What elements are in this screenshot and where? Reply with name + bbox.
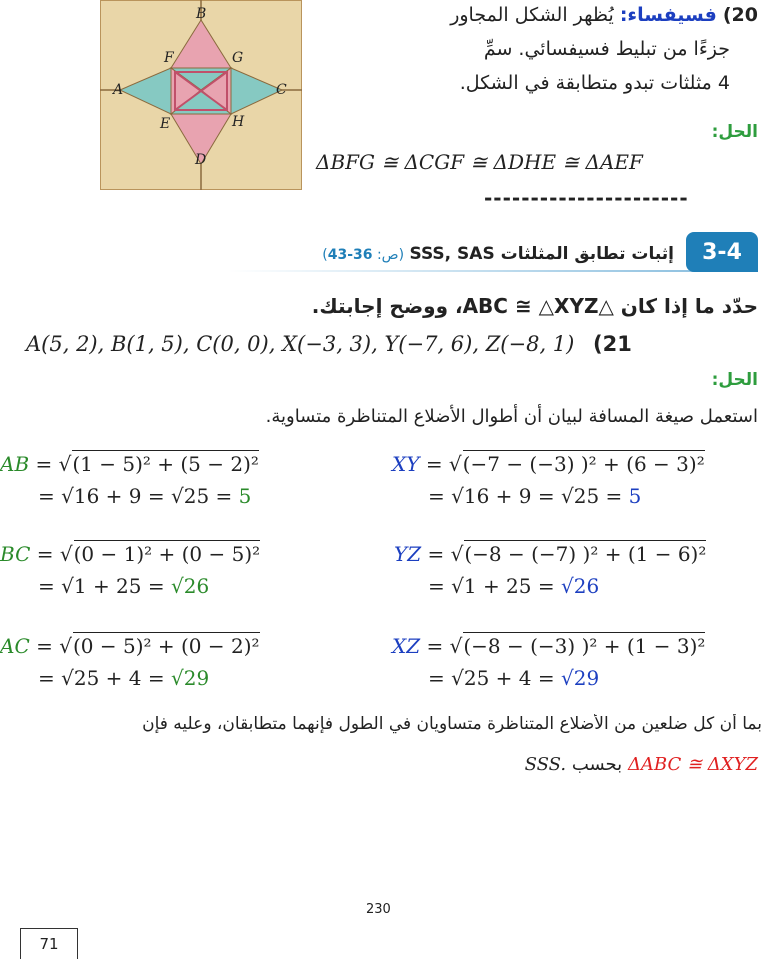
bc-lhs: BC [0,542,31,566]
ac-value: √29 [170,666,210,690]
calc-ab-step [38,484,251,508]
xz-radicand: (−8 − (−3) )² + (1 − 3)² [463,634,706,658]
problem20-text1: يُظهر الشكل المجاور [450,4,614,26]
ac-step: = √25 + 4 = [38,666,165,690]
xz-step: = √25 + 4 = [428,666,555,690]
xy-lhs: XY [392,452,420,476]
calc-xz [392,632,705,658]
ac-radicand: (0 − 5)² + (0 − 2)² [72,634,260,658]
label-g: G [232,50,244,66]
problem21-method: استعمل صيغة المسافة لبيان أن أطوال الأضلاع المتناظرة متساوية. [265,406,758,427]
section-badge [686,232,758,272]
ab-lhs: AB [0,452,30,476]
conclusion-congruence: ΔABC ≅ ΔXYZ [627,754,758,775]
problem20-answer: ΔBFG ≅ ΔCGF ≅ ΔDHE ≅ ΔAEF [316,150,643,174]
problem21-solution-label: الحل: [711,370,758,390]
section-pages-range: 36-43 [327,247,373,263]
section-pages-suffix: ) [322,247,328,263]
conclusion-sss: SSS. [524,754,567,775]
label-a: A [113,82,124,98]
section-title-line [322,244,674,264]
yz-lhs: YZ [394,542,422,566]
problem20-number: 20) [722,4,758,26]
calc-xy [392,450,705,476]
section-pages-prefix: (ص: [376,247,405,263]
footer-page-number: 230 [366,902,391,917]
label-c: C [276,82,287,98]
problem20-solution-label: الحل: [711,122,758,142]
problem21-number: (21 [593,332,632,356]
yz-step: = √1 + 25 = [428,574,555,598]
ab-step: = √16 + 9 = √25 = [38,484,233,508]
problem20-dashes: ---------------------- [484,186,689,210]
problem20-line1 [450,4,758,26]
section-underline [228,270,698,272]
problem21-points: A(5, 2), B(1, 5), C(0, 0), X(−3, 3), Y(−7, 6), Z(−8, 1) [26,332,575,356]
calc-ac-step [38,666,209,690]
ab-value: 5 [238,484,252,508]
calc-xz-step [428,666,599,690]
calc-ac [0,632,260,658]
conclusion-by: بحسب [571,754,623,775]
ac-lhs: AC [0,634,30,658]
xy-eq: = √ [425,452,462,476]
xz-eq: = √ [426,634,463,658]
problem21-points-line [26,332,632,356]
ab-radicand: (1 − 5)² + (5 − 2)² [72,452,259,476]
label-b: B [196,6,207,22]
problem21-instruction: حدّد ما إذا كان △ABC ≅ △XYZ، ووضح إجابتك. [311,294,758,318]
label-d: D [195,152,207,168]
calc-bc-step [38,574,209,598]
calc-bc [0,540,260,566]
ac-eq: = √ [36,634,72,658]
bc-eq: = √ [36,542,73,566]
xz-value: √29 [560,666,600,690]
mosaic-figure [100,0,302,190]
bc-step: = √1 + 25 = [38,574,165,598]
label-e: E [160,116,171,132]
label-h: H [232,114,245,130]
ab-eq: = √ [35,452,72,476]
yz-eq: = √ [427,542,464,566]
yz-value: √26 [560,574,600,598]
xy-step: = √16 + 9 = √25 = [428,484,623,508]
section-pages [322,247,404,263]
xy-value: 5 [628,484,642,508]
section-title: إثبات تطابق المثلثات SSS, SAS [409,244,674,264]
problem20-keyword: فسيفساء: [619,4,717,26]
bc-radicand: (0 − 1)² + (0 − 5)² [73,542,261,566]
footer-page-box-text: 71 [39,935,59,953]
footer-page-box [20,928,78,959]
yz-radicand: (−8 − (−7) )² + (1 − 6)² [464,542,707,566]
calc-yz-step [428,574,599,598]
conclusion-line1: بما أن كل ضلعين من الأضلاع المتناظرة متساويان في الطول فإنهما متطابقان، وعليه فإن [142,714,762,734]
xz-lhs: XZ [392,634,421,658]
xy-radicand: (−7 − (−3) )² + (6 − 3)² [462,452,705,476]
conclusion-line2 [525,754,758,775]
problem20-line2: جزءًا من تبليط فسيفسائي. سمِّ [483,38,730,60]
calc-xy-step [428,484,641,508]
bc-value: √26 [170,574,210,598]
problem20-line3: 4 مثلثات تبدو متطابقة في الشكل. [459,72,730,94]
label-f: F [164,50,174,66]
calc-ab [0,450,259,476]
calc-yz [394,540,706,566]
section-badge-text: 3-4 [702,239,742,265]
